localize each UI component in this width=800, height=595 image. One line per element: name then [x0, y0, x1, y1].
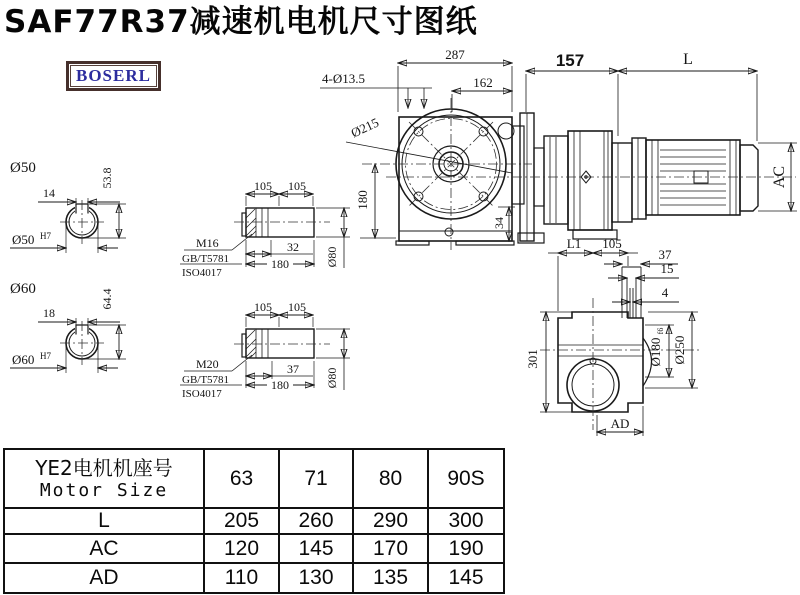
dim-AC-label: AC [771, 165, 788, 189]
motor-flange [632, 138, 646, 219]
table-cell: 110 [204, 563, 279, 593]
main-view-dimensions [398, 47, 797, 211]
input-bell-housing [568, 131, 612, 230]
dim-keyway-width-label: 14 [43, 186, 55, 200]
dim-105a-label: 105 [254, 300, 272, 314]
drawing-line [346, 142, 512, 173]
motor-size-header-cell [4, 449, 204, 508]
motor-fins [660, 150, 726, 205]
dim-37-label: 37 [287, 362, 299, 376]
dim-162-label: 162 [473, 75, 493, 90]
dim-d180-tolerance: f6 [656, 327, 665, 335]
dim-180-label: 180 [271, 378, 289, 392]
dim-4-label: 4 [661, 285, 669, 300]
table-row-AD [4, 563, 504, 593]
drawing-line [250, 231, 256, 237]
drawing-line [246, 218, 256, 228]
table-cell: 300 [428, 508, 504, 534]
dim-15-label: 15 [660, 261, 674, 276]
bolt-label: M20 [196, 357, 219, 371]
motor-body [646, 140, 740, 215]
table-cell: 205 [204, 508, 279, 534]
dim-keyway-height-label: 64.4 [100, 288, 114, 310]
brand-logo-text: BOSERL [70, 65, 157, 87]
drawing-line [512, 126, 524, 204]
dim-AD-label: AD [610, 416, 630, 431]
standard-iso-label: ISO4017 [182, 388, 222, 400]
table-cell: 130 [279, 563, 353, 593]
table-row-AC [4, 534, 504, 563]
bore-label: Ø50 [12, 232, 35, 247]
dim-105b-label: 105 [288, 179, 306, 193]
header-cn: YE2电机机座号 [35, 455, 173, 480]
table-cell: 135 [353, 563, 428, 593]
dim-105-label: 105 [602, 236, 622, 251]
fan-cover [740, 145, 758, 211]
drawing-line [246, 209, 255, 218]
dim-d80-label: Ø80 [325, 246, 339, 268]
bore-label: Ø60 [12, 352, 35, 367]
bore-tolerance-label: H7 [40, 231, 51, 241]
standard-gb-label: GB/T5781 [182, 374, 230, 386]
motor-size-table [3, 448, 505, 594]
front-view [320, 71, 532, 250]
dim-34-label: 34 [492, 217, 506, 229]
side-view [386, 113, 796, 243]
dim-keyway-width-label: 18 [43, 306, 55, 320]
shaft-end-title: Ø50 [10, 160, 36, 176]
shaft-end-d60 [10, 281, 126, 373]
table-cell: 120 [204, 534, 279, 563]
row-label: AC [4, 534, 204, 563]
shaft-end-d50 [10, 160, 126, 253]
row-label: L [4, 508, 204, 534]
size-column-header: 80 [353, 449, 428, 508]
dim-d80-label: Ø80 [325, 367, 339, 389]
dim-holes-label: 4-Ø13.5 [322, 71, 365, 86]
row-label: AD [4, 563, 204, 593]
output-side-view [525, 236, 700, 436]
page-title: SAF77R37减速机电机尺寸图纸 [4, 4, 478, 40]
table-row-L [4, 508, 504, 534]
dim-32-label: 32 [287, 240, 299, 254]
size-column-header: 90S [428, 449, 504, 508]
dim-105b-label: 105 [288, 300, 306, 314]
drawing-line [250, 352, 256, 358]
dim-L-label: L [683, 51, 693, 68]
table-cell: 190 [428, 534, 504, 563]
dim-301-label: 301 [525, 349, 540, 369]
shaft-section-m16 [180, 179, 350, 279]
shaft-section-m20 [180, 300, 350, 400]
table-cell: 290 [353, 508, 428, 534]
drawing-line [612, 143, 632, 222]
dim-37-label: 37 [658, 247, 672, 262]
dim-d215-label: Ø215 [348, 114, 382, 141]
bolt-label: M16 [196, 236, 219, 250]
dim-L1-label: L1 [566, 236, 582, 251]
shaft-end-title: Ø60 [10, 281, 36, 297]
table-cell: 170 [353, 534, 428, 563]
size-column-header: 71 [279, 449, 353, 508]
dim-157-label: 157 [555, 51, 585, 70]
table-header-row [4, 449, 504, 508]
dim-180-label: 180 [271, 257, 289, 271]
table-cell: 145 [279, 534, 353, 563]
standard-gb-label: GB/T5781 [182, 253, 230, 265]
bore-tolerance-label: H7 [40, 351, 51, 361]
drawing-line [246, 330, 255, 339]
dim-105a-label: 105 [254, 179, 272, 193]
bolt-hole [414, 192, 423, 201]
bolt-hole [479, 192, 488, 201]
dim-287-label: 287 [445, 47, 465, 62]
size-column-header: 63 [204, 449, 279, 508]
table-cell: 260 [279, 508, 353, 534]
dim-d250-label: Ø250 [672, 335, 687, 365]
standard-iso-label: ISO4017 [182, 267, 222, 279]
dim-180-label: 180 [355, 190, 370, 210]
table-cell: 145 [428, 563, 504, 593]
drawing-line [445, 228, 453, 236]
dim-d180-label: Ø180 [648, 337, 663, 367]
header-en: Motor Size [39, 479, 169, 501]
dim-keyway-height-label: 53.8 [100, 167, 114, 189]
